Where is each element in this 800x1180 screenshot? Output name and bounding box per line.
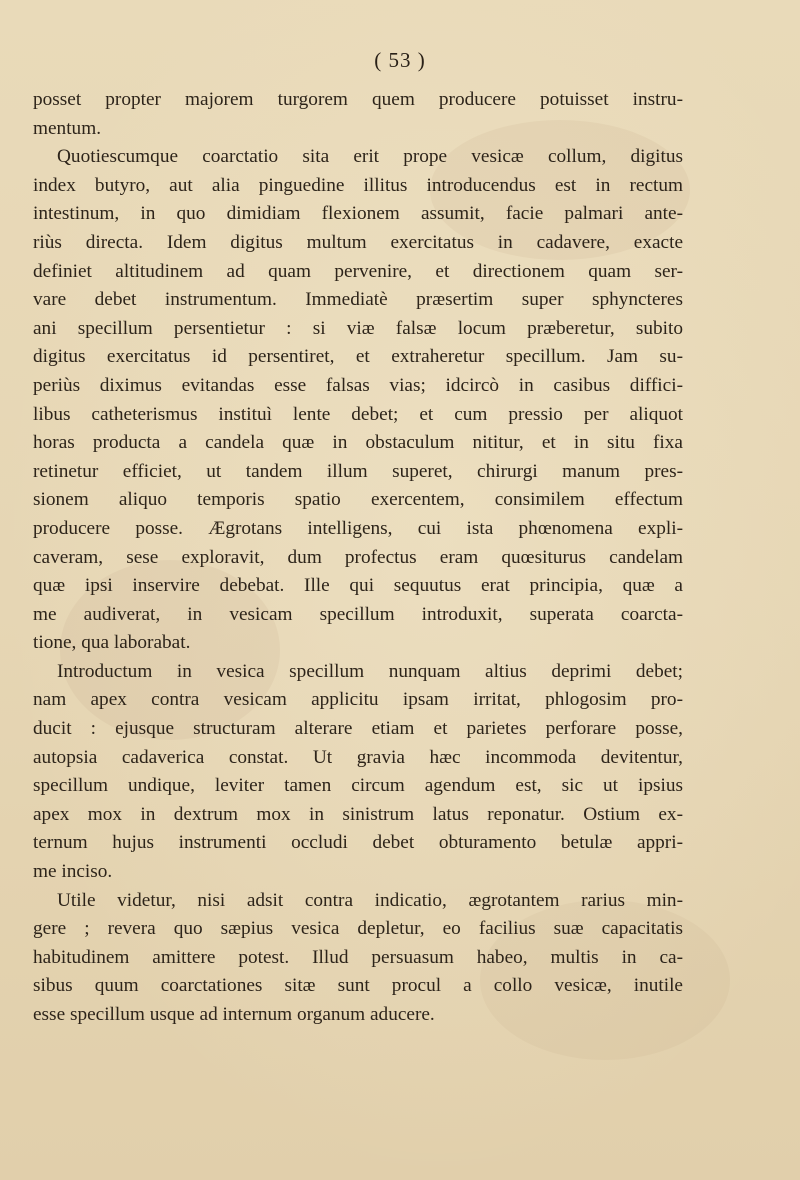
text-line: libus catheterismus instituì lente debet; et cum pressio per aliquot	[33, 403, 683, 425]
text-line: riùs directa. Idem digitus multum exercitatus in cadavere, exacte	[33, 231, 683, 253]
text-line: definiet altitudinem ad quam pervenire, et directionem quam ser-	[33, 260, 683, 282]
text-line: specillum undique, leviter tamen circum agendum est, sic ut ipsius	[33, 775, 683, 797]
text-line: posset propter majorem turgorem quem producere potuisset instru-	[33, 89, 683, 110]
text-line: apex mox in dextrum mox in sinistrum latus reponatur. Ostium ex-	[33, 803, 683, 825]
text-line: horas producta a candela quæ in obstaculum nititur, et in situ fixa	[33, 432, 683, 454]
text-line: periùs diximus evitandas esse falsas vias; idcircò in casibus diffici-	[33, 374, 683, 396]
text-line: nam apex contra vesicam applicitu ipsam irritat, phlogosim pro-	[33, 689, 683, 711]
text-line: sibus quum coarctationes sitæ sunt procul a collo vesicæ, inutile	[33, 975, 683, 997]
text-line: digitus exercitatus id persentiret, et extraheretur specillum. Jam su-	[33, 346, 683, 368]
text-line: gere ; revera quo sæpius vesica depletur, eo facilius suæ capacitatis	[33, 918, 683, 940]
text-line: intestinum, in quo dimidiam flexionem assumit, facie palmari ante-	[33, 203, 683, 225]
text-line: retinetur efficiet, ut tandem illum superet, chirurgi manum pres-	[33, 460, 683, 482]
text-line: caveram, sese exploravit, dum profectus eram quœsiturus candelam	[33, 546, 683, 568]
text-line: ternum hujus instrumenti occludi debet obturamento betulæ appri-	[33, 832, 683, 854]
text-line: esse specillum usque ad internum organum aducere.	[33, 1004, 435, 1025]
text-line: index butyro, aut alia pinguedine illitus introducendus est in rectum	[33, 174, 683, 196]
text-line: me audiverat, in vesicam specillum introduxit, superata coarcta-	[33, 603, 683, 625]
text-line: producere posse. Ægrotans intelligens, cui ista phœnomena expli-	[33, 517, 683, 539]
text-line: quæ ipsi inservire debebat. Ille qui sequutus erat principia, quæ a	[33, 575, 683, 597]
text-line: vare debet instrumentum. Immediatè præsertim super sphyncteres	[33, 289, 683, 311]
page-number: ( 53 )	[374, 48, 426, 72]
text-line: autopsia cadaverica constat. Ut gravia hæc incommoda devitentur,	[33, 746, 683, 768]
paragraph-first-line: Quotiescumque coarctatio sita erit prope vesicæ collum, digitus	[57, 146, 683, 168]
text-line: sionem aliquo temporis spatio exercentem, consimilem effectum	[33, 489, 683, 511]
text-line: ani specillum persentietur : si viæ falsæ locum præberetur, subito	[33, 317, 683, 339]
text-line: tione, qua laborabat.	[33, 632, 191, 654]
text-line: ducit : ejusque structuram alterare etiam et parietes perforare posse,	[33, 718, 683, 740]
text-line: mentum.	[33, 117, 102, 139]
paragraph-first-line: Utile videtur, nisi adsit contra indicatio, ægrotantem rarius min-	[57, 889, 683, 911]
paragraph-first-line: Introductum in vesica specillum nunquam altius deprimi debet;	[57, 660, 683, 682]
body-text	[33, 86, 683, 1030]
text-line: habitudinem amittere potest. Illud persuasum habeo, multis in ca-	[33, 946, 683, 968]
text-line: me inciso.	[33, 861, 113, 883]
